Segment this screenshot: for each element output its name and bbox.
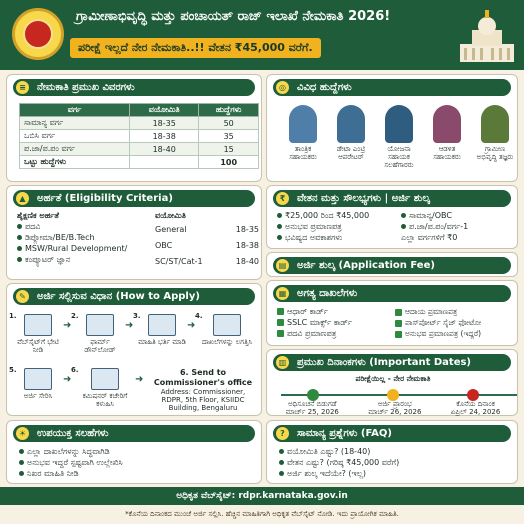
list-item: SSLC ಮಾರ್ಕ್ಸ್ ಕಾರ್ಡ್ xyxy=(277,317,391,328)
vacancy-panel xyxy=(6,74,262,182)
post-item: ಡೇಟಾ ಎಂಟ್ರಿ ಆಪರೇಟರ್ xyxy=(331,105,371,161)
post-item: ಗ್ರಾಮೀಣ ಅಭಿವೃದ್ಧಿ ತಜ್ಞರು xyxy=(475,105,515,161)
consultant-icon xyxy=(385,105,413,143)
step-4: 4. ದಾಖಲೆಗಳನ್ನು ಲಗತ್ತಿಸಿ xyxy=(195,312,253,346)
pen-icon xyxy=(148,314,176,336)
website-footer[interactable]: ಅಧಿಕೃತ ವೆಬ್‌ಸೈಟ್: rdpr.karnataka.gov.in xyxy=(0,487,524,505)
dates-list xyxy=(271,400,515,416)
list-item: ಎಲ್ಲಾ ವರ್ಗಗಳಿಗೆ ₹0 xyxy=(401,233,458,242)
age-list: ವಯೋಮಿತಿ General 18-35 OBC 18-38 SC/ST/Cat-1 18-40 xyxy=(155,211,259,266)
check-icon xyxy=(277,308,284,315)
list-item: ಪಾಸ್‌ಪೋರ್ಟ್ ಸೈಜ್ ಫೋಟೋ xyxy=(395,317,517,328)
date-item: ಕೊನೆಯ ದಿನಾಂಕ ಏಪ್ರಿಲ್ 24, 2026 xyxy=(450,400,501,416)
salary-list xyxy=(277,210,397,243)
calendar-icon: ▥ xyxy=(276,356,289,369)
faq-heading: ? ಸಾಮಾನ್ಯ ಪ್ರಶ್ನೆಗಳು (FAQ) xyxy=(273,425,511,442)
fee-heading: ▤ ಅರ್ಜಿ ಶುಲ್ಕ (Application Fee) xyxy=(273,257,511,274)
step-2: 2. ಫಾರ್ಮ್ ಡೌನ್‌ಲೋಡ್ xyxy=(71,312,116,354)
engineer-icon xyxy=(289,105,317,143)
age-row: OBC 18-38 xyxy=(155,241,259,250)
list-item: ಆಧಾರ್ ಕಾರ್ಡ್ xyxy=(277,306,391,317)
dates-panel xyxy=(266,349,518,416)
posts-heading: ◎ ವಿವಿಧ ಹುದ್ದೆಗಳು xyxy=(273,79,511,96)
list-item: ಎಲ್ಲಾ ದಾಖಲೆಗಳನ್ನು ಸಿದ್ಧವಾಗಿಡಿ xyxy=(19,446,257,457)
list-item: ಪದವಿ ಪ್ರಮಾಣಪತ್ರ xyxy=(277,328,391,339)
fee-list xyxy=(401,210,515,243)
tips-heading: ☀ ಉಪಯುಕ್ತ ಸಲಹೆಗಳು xyxy=(13,425,255,442)
date-item: ಅಧಿಸೂಚನೆ ಬಿಡುಗಡೆ ಮಾರ್ಚ್ 25, 2026 xyxy=(285,400,339,416)
money-icon: ₹ xyxy=(276,192,289,205)
admin-assistant-icon xyxy=(433,105,461,143)
table-row: ಪ.ಜಾ/ಪ.ಪಂ ವರ್ಗ 18-40 15 xyxy=(20,143,259,156)
dates-subtitle: ಪರೀಕ್ಷೆಯಿಲ್ಲ - ನೇರ ನೇಮಕಾತಿ xyxy=(355,374,431,383)
faq-panel xyxy=(266,420,518,484)
arrow-right-icon: ➜ xyxy=(63,320,72,331)
list-item: ಕಂಪ್ಯೂಟರ್ ಜ್ಞಾನ xyxy=(17,254,147,265)
list-item: ಸಾಮಾನ್ಯ/OBC xyxy=(401,210,515,221)
arrow-right-icon: ➜ xyxy=(135,374,144,385)
age-row: General 18-35 xyxy=(155,225,259,234)
salary-panel xyxy=(266,185,518,249)
table-row: ಒಬಿಸಿ ವರ್ಗ 18-38 35 xyxy=(20,130,259,143)
eligibility-heading: ▲ ಅರ್ಹತೆ (Eligibility Criteria) xyxy=(13,190,255,207)
step-1: 1. ವೆಬ್‌ಸೈಟ್‌ಗೆ ಭೇಟಿ ನೀಡಿ xyxy=(9,312,59,354)
documents-heading: ▦ ಅಗತ್ಯ ದಾಖಲೆಗಳು xyxy=(273,285,511,302)
step-5: 5. ಅರ್ಜಿ ಸೇರಿಸಿ xyxy=(9,366,53,400)
receipt-icon: ▤ xyxy=(276,259,289,272)
header-banner xyxy=(0,0,524,70)
posts-panel xyxy=(266,74,518,182)
date-item: ಅರ್ಜಿ ಪ್ರಾರಂಭ ಮಾರ್ಚ್ 26, 2026 xyxy=(368,400,422,416)
check-icon xyxy=(277,319,284,326)
documents-list xyxy=(277,306,391,339)
form-icon xyxy=(86,314,114,336)
list-item: ವೇತನ ಎಷ್ಟು? (ಗರಿಷ್ಠ ₹45,000 ವರೆಗೆ) xyxy=(279,457,515,468)
check-icon xyxy=(395,309,402,316)
send-address: 6. Send to Commissioner's office Address: Commissioner, RDPR, 5th Floor, KSIIDC Building, Bengaluru xyxy=(153,368,253,412)
vacancy-heading: ≡ ನೇಮಕಾತಿ ಪ್ರಮುಖ ವಿವರಗಳು xyxy=(13,79,255,96)
step-3: 3. ಮಾಹಿತಿ ಭರ್ತಿ ಮಾಡಿ xyxy=(133,312,186,346)
arrow-right-icon: ➜ xyxy=(125,320,134,331)
list-item: ನಿಖರ ಮಾಹಿತಿ ನೀಡಿ xyxy=(19,468,257,479)
table-row: ಸಾಮಾನ್ಯ ವರ್ಗ 18-35 50 xyxy=(20,117,259,130)
apply-panel xyxy=(6,283,262,416)
check-icon xyxy=(395,320,402,327)
eligibility-panel xyxy=(6,185,262,280)
list-item: ಅರ್ಜಿ ಶುಲ್ಕ ಇದೆಯೇ? (ಇಲ್ಲ) xyxy=(279,468,515,479)
vacancy-table xyxy=(19,103,259,169)
envelope-icon xyxy=(91,368,119,390)
table-total-row: ಒಟ್ಟು ಹುದ್ದೆಗಳು 100 xyxy=(20,156,259,169)
list-item: ವಯೋಮಿತಿ ಎಷ್ಟು? (18-40) xyxy=(279,446,515,457)
post-item: ಯೋಜನಾ ಸಹಾಯಕ ಸಲಹೆಗಾರರು xyxy=(379,105,419,169)
karnataka-emblem-icon xyxy=(12,8,64,60)
apply-heading: ✎ ಅರ್ಜಿ ಸಲ್ಲಿಸುವ ವಿಧಾನ (How to Apply) xyxy=(13,288,255,305)
table-header-row: ವರ್ಗ ವಯೋಮಿತಿ ಹುದ್ದೆಗಳು xyxy=(20,104,259,117)
application-icon xyxy=(24,368,52,390)
lightbulb-icon: ☀ xyxy=(16,427,29,440)
page-title: ಗ್ರಾಮೀಣಾಭಿವೃದ್ಧಿ ಮತ್ತು ಪಂಚಾಯತ್ ರಾಜ್ ಇಲಾಖೆ ನೇಮಕಾತಿ 2026! xyxy=(76,9,391,24)
list-item: ₹25,000 ರಿಂದ ₹45,000 xyxy=(277,210,397,221)
salary-heading: ₹ ವೇತನ ಮತ್ತು ಸೌಲಭ್ಯಗಳು | ಅರ್ಜಿ ಶುಲ್ಕ xyxy=(273,190,511,207)
list-item: MSW/Rural Development/ xyxy=(17,243,147,254)
fee-panel xyxy=(266,252,518,277)
step-6: 6. ಕಮಿಷನರ್ ಕಚೇರಿಗೆ ಕಳುಹಿಸಿ xyxy=(71,366,128,408)
list-item: ಪದವಿ xyxy=(17,221,147,232)
laptop-icon xyxy=(24,314,52,336)
dates-heading: ▥ ಪ್ರಮುಖ ದಿನಾಂಕಗಳು (Important Dates) xyxy=(273,354,511,371)
posts-list xyxy=(283,105,513,175)
list-item: ಅನುಭವ ಪ್ರಮಾಣಪತ್ರ xyxy=(277,221,397,232)
post-item: ಆಡಳಿತ ಸಹಾಯಕರು xyxy=(427,105,467,161)
page-subtitle: ಪರೀಕ್ಷೆ ಇಲ್ಲದೆ ನೇರ ನೇಮಕಾತಿ..!! ವೇತನ ₹45,000 ವರೆಗೆ. xyxy=(70,38,321,58)
education-list: ಶೈಕ್ಷಣಿಕ ಅರ್ಹತೆ ಪದವಿ ಡಿಪ್ಲೋಮಾ/BE/B.Tech MSW/Rural Development/ ಕಂಪ್ಯೂಟರ್ ಜ್ಞಾನ xyxy=(17,210,147,265)
faq-list xyxy=(279,446,515,479)
rural-expert-icon xyxy=(481,105,509,143)
computer-operator-icon xyxy=(337,105,365,143)
list-item: ಭವಿಷ್ಯದ ಅವಕಾಶಗಳು xyxy=(277,232,397,243)
list-item: ಡಿಪ್ಲೋಮಾ/BE/B.Tech xyxy=(17,232,147,243)
footer-note: *ಕೊನೆಯ ದಿನಾಂಕದ ಮುಂಚೆ ಅರ್ಜಿ ಸಲ್ಲಿಸಿ. ಹೆಚ್ಚಿನ ಮಾಹಿತಿಗಾಗಿ ಅಧಿಕೃತ ವೆಬ್‌ಸೈಟ್ ನೋಡಿ. ಇದು ಪ್ರಾಯೋಗಿಕ ಮಾಹಿತಿ. xyxy=(0,505,524,524)
check-icon xyxy=(395,331,402,338)
age-row: SC/ST/Cat-1 18-40 xyxy=(155,257,259,266)
vidhana-soudha-icon xyxy=(456,4,518,66)
documents-list-2 xyxy=(395,306,517,339)
post-item: ತಾಂತ್ರಿಕ ಸಹಾಯಕರು xyxy=(283,105,323,161)
document-icon: ✎ xyxy=(16,290,29,303)
arrow-right-icon: ➜ xyxy=(187,320,196,331)
attachment-icon xyxy=(213,314,241,336)
list-item: ಅನುಭವ ಪ್ರಮಾಣಪತ್ರ (ಇದ್ದರೆ) xyxy=(395,328,517,339)
list-item: ಪ.ಜಾ/ಪ.ಪಂ/ವರ್ಗ-1 xyxy=(401,221,515,232)
question-icon: ? xyxy=(276,427,289,440)
target-icon: ◎ xyxy=(276,81,289,94)
arrow-right-icon: ➜ xyxy=(63,374,72,385)
folder-icon: ▦ xyxy=(276,287,289,300)
check-icon xyxy=(277,330,284,337)
list-item: ಆದಾಯ ಪ್ರಮಾಣಪತ್ರ xyxy=(395,306,517,317)
graduation-cap-icon: ▲ xyxy=(16,192,29,205)
tips-panel xyxy=(6,420,262,484)
list-item: ಅನುಭವ ಇದ್ದರೆ ಸ್ಪಷ್ಟವಾಗಿ ಉಲ್ಲೇಖಿಸಿ xyxy=(19,457,257,468)
list-icon: ≡ xyxy=(16,81,29,94)
documents-panel xyxy=(266,280,518,346)
tips-list xyxy=(19,446,257,479)
